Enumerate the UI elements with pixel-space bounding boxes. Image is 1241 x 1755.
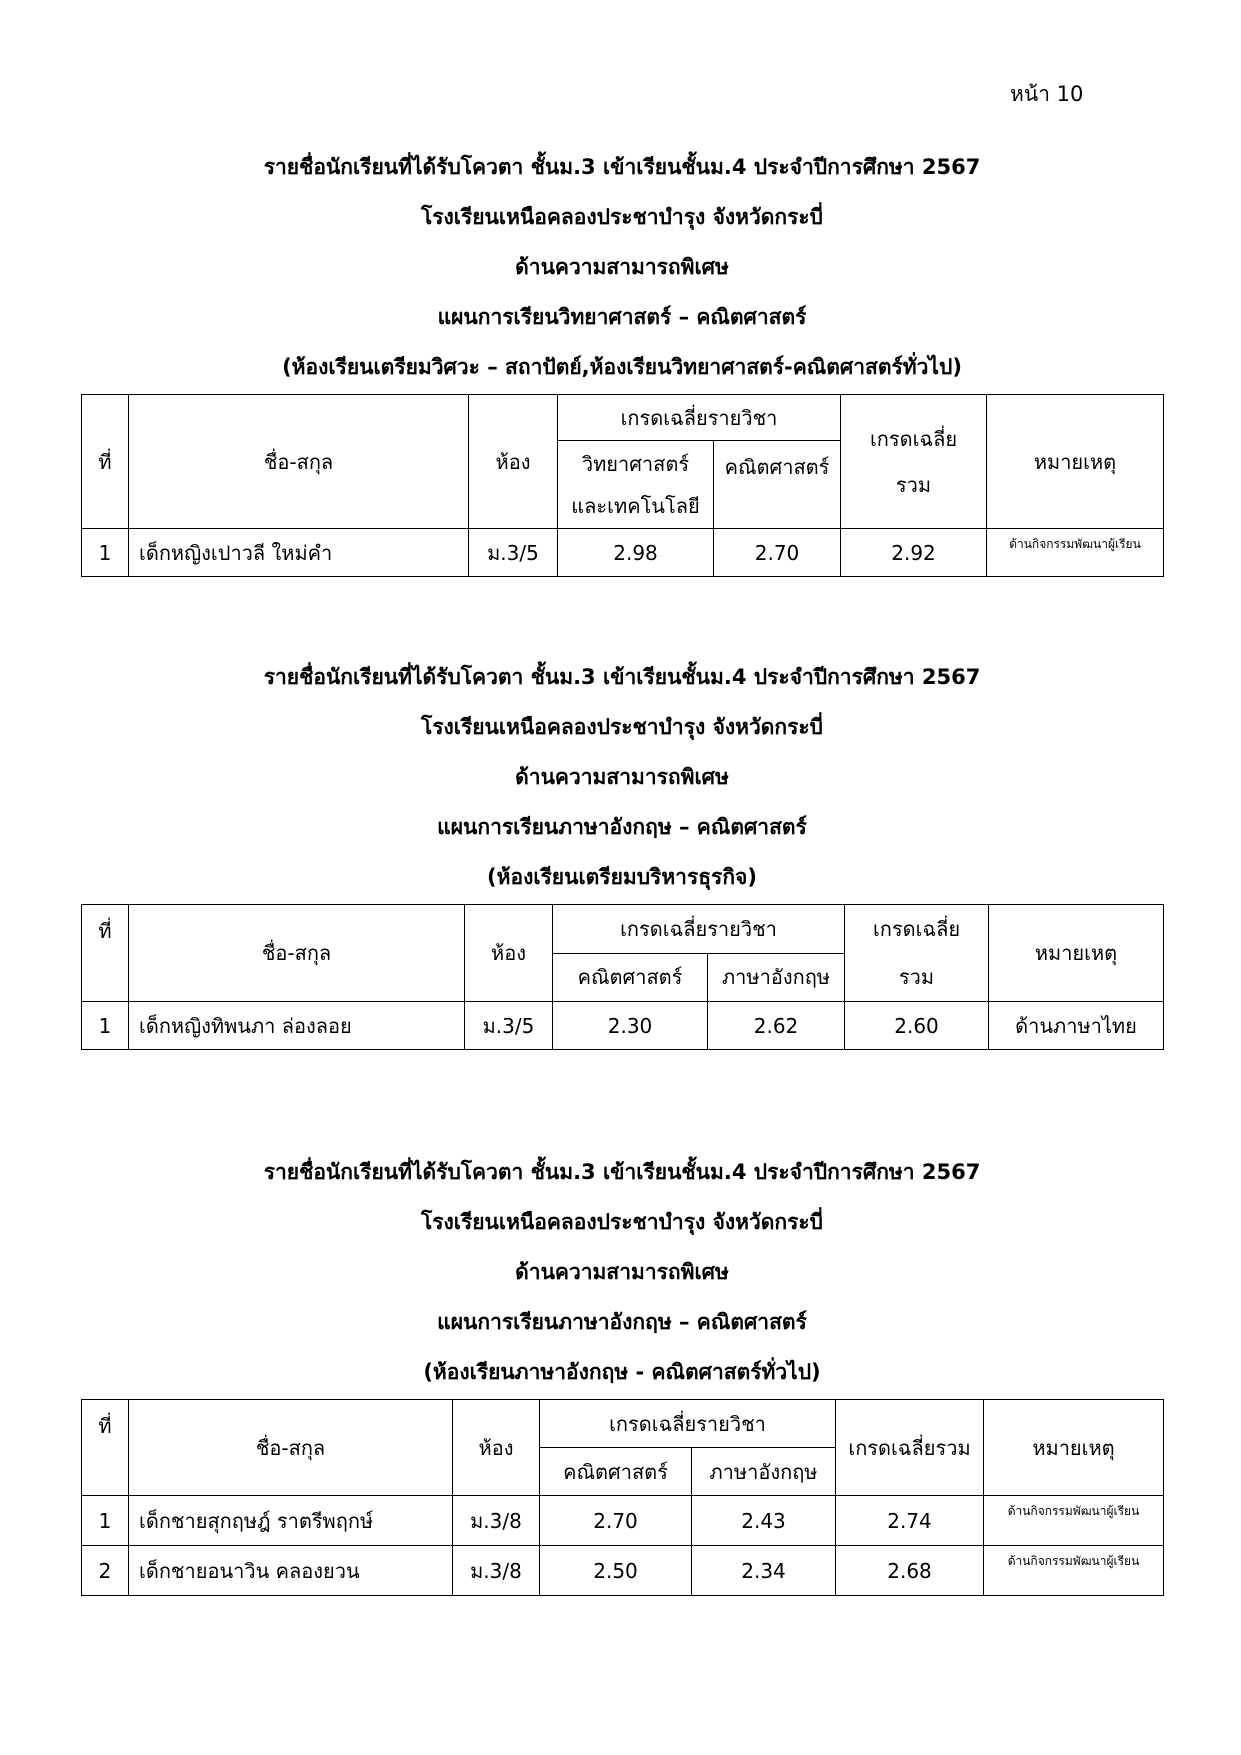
row-room: ม.3/8 [453, 1546, 540, 1596]
row-subject-1: 2.98 [558, 529, 714, 577]
header-subject-average: เกรดเฉลี่ยรายวิชา [558, 395, 841, 441]
header-subject-average: เกรดเฉลี่ยรายวิชา [553, 905, 845, 954]
row-total: 2.92 [841, 529, 987, 577]
header-name: ชื่อ-สกุล [129, 1400, 453, 1496]
school-name: โรงเรียนเหนือคลองประชาบำรุง จังหวัดกระบี่ [420, 205, 824, 229]
row-subject-1: 2.30 [553, 1002, 708, 1050]
header-total-average [845, 905, 989, 1002]
classroom-heading: (ห้องเรียนเตรียมวิศวะ – สถาปัตย์,ห้องเรียนวิทยาศาสตร์-คณิตศาสตร์ทั่วไป) [282, 355, 962, 379]
row-subject-2: 2.43 [692, 1496, 836, 1546]
row-name: เด็กหญิงเปาวลี ใหม่คำ [129, 529, 469, 577]
quota-section-science-math [81, 142, 1163, 577]
row-subject-2: 2.34 [692, 1546, 836, 1596]
header-note: หมายเหตุ [987, 395, 1164, 529]
header-total-line1: เกรดเฉลี่ย [872, 917, 961, 941]
row-note: ด้านกิจกรรมพัฒนาผู้เรียน [984, 1546, 1164, 1596]
header-name: ชื่อ-สกุล [129, 905, 465, 1002]
table-row [82, 1546, 1164, 1596]
header-total-line2: รวม [895, 472, 932, 497]
section-title: รายชื่อนักเรียนที่ได้รับโควตา ชั้นม.3 เข้าเรียนชั้นม.4 ประจำปีการศึกษา 2567 [263, 1160, 981, 1184]
category-heading: ด้านความสามารถพิเศษ [515, 765, 729, 789]
header-subject-1: คณิตศาสตร์ [540, 1448, 692, 1496]
header-no: ที่ [82, 395, 129, 529]
header-subject-2: ภาษาอังกฤษ [692, 1448, 836, 1496]
table-row [82, 529, 1164, 577]
quota-section-english-math-business [81, 652, 1163, 1050]
row-no: 2 [82, 1546, 129, 1596]
header-room: ห้อง [453, 1400, 540, 1496]
section-title: รายชื่อนักเรียนที่ได้รับโควตา ชั้นม.3 เข้าเรียนชั้นม.4 ประจำปีการศึกษา 2567 [263, 665, 981, 689]
quota-section-english-math-general [81, 1147, 1163, 1596]
section-title: รายชื่อนักเรียนที่ได้รับโควตา ชั้นม.3 เข้าเรียนชั้นม.4 ประจำปีการศึกษา 2567 [263, 155, 981, 179]
row-room: ม.3/5 [469, 529, 558, 577]
row-no: 1 [82, 1496, 129, 1546]
row-total: 2.74 [836, 1496, 984, 1546]
header-room: ห้อง [469, 395, 558, 529]
header-no: ที่ [82, 1400, 129, 1496]
study-plan-heading: แผนการเรียนวิทยาศาสตร์ – คณิตศาสตร์ [437, 305, 807, 329]
row-no: 1 [82, 529, 129, 577]
row-subject-1: 2.50 [540, 1546, 692, 1596]
header-subject-2: คณิตศาสตร์ [714, 441, 841, 529]
header-subject-average: เกรดเฉลี่ยรายวิชา [540, 1400, 836, 1448]
school-name: โรงเรียนเหนือคลองประชาบำรุง จังหวัดกระบี่ [420, 1210, 824, 1234]
row-name: เด็กชายสุกฤษฎ์ ราตรีพฤกษ์ [129, 1496, 453, 1546]
header-subject-1 [558, 441, 714, 529]
row-room: ม.3/5 [465, 1002, 553, 1050]
header-name: ชื่อ-สกุล [129, 395, 469, 529]
row-note: ด้านภาษาไทย [989, 1002, 1164, 1050]
row-name: เด็กหญิงทิพนภา ล่องลอย [129, 1002, 465, 1050]
header-note: หมายเหตุ [989, 905, 1164, 1002]
row-subject-1: 2.70 [540, 1496, 692, 1546]
row-note: ด้านกิจกรรมพัฒนาผู้เรียน [984, 1496, 1164, 1546]
row-subject-2: 2.70 [714, 529, 841, 577]
header-subject-2: ภาษาอังกฤษ [708, 953, 845, 1002]
header-subject-1-line2: และเทคโนโลยี [571, 493, 700, 518]
student-table [81, 904, 1164, 1050]
row-note: ด้านกิจกรรมพัฒนาผู้เรียน [987, 529, 1164, 577]
header-subject-1: คณิตศาสตร์ [553, 953, 708, 1002]
header-no: ที่ [82, 905, 129, 1002]
header-total-line2: รวม [898, 965, 935, 989]
header-subject-1-line1: วิทยาศาสตร์ [581, 451, 690, 476]
page-number: หน้า 10 [1010, 82, 1084, 106]
table-row [82, 1496, 1164, 1546]
header-note: หมายเหตุ [984, 1400, 1164, 1496]
classroom-heading: (ห้องเรียนเตรียมบริหารธุรกิจ) [487, 865, 757, 889]
header-total-line1: เกรดเฉลี่ย [869, 426, 958, 451]
classroom-heading: (ห้องเรียนภาษาอังกฤษ - คณิตศาสตร์ทั่วไป) [423, 1360, 821, 1384]
row-room: ม.3/8 [453, 1496, 540, 1546]
table-row [82, 1002, 1164, 1050]
school-name: โรงเรียนเหนือคลองประชาบำรุง จังหวัดกระบี่ [420, 715, 824, 739]
study-plan-heading: แผนการเรียนภาษาอังกฤษ – คณิตศาสตร์ [437, 815, 807, 839]
header-total-average: เกรดเฉลี่ยรวม [836, 1400, 984, 1496]
row-name: เด็กชายอนาวิน คลองยวน [129, 1546, 453, 1596]
row-total: 2.68 [836, 1546, 984, 1596]
category-heading: ด้านความสามารถพิเศษ [515, 255, 729, 279]
header-total-average [841, 395, 987, 529]
category-heading: ด้านความสามารถพิเศษ [515, 1260, 729, 1284]
row-no: 1 [82, 1002, 129, 1050]
row-total: 2.60 [845, 1002, 989, 1050]
row-subject-2: 2.62 [708, 1002, 845, 1050]
student-table [81, 394, 1164, 577]
header-room: ห้อง [465, 905, 553, 1002]
student-table [81, 1399, 1164, 1596]
study-plan-heading: แผนการเรียนภาษาอังกฤษ – คณิตศาสตร์ [437, 1310, 807, 1334]
